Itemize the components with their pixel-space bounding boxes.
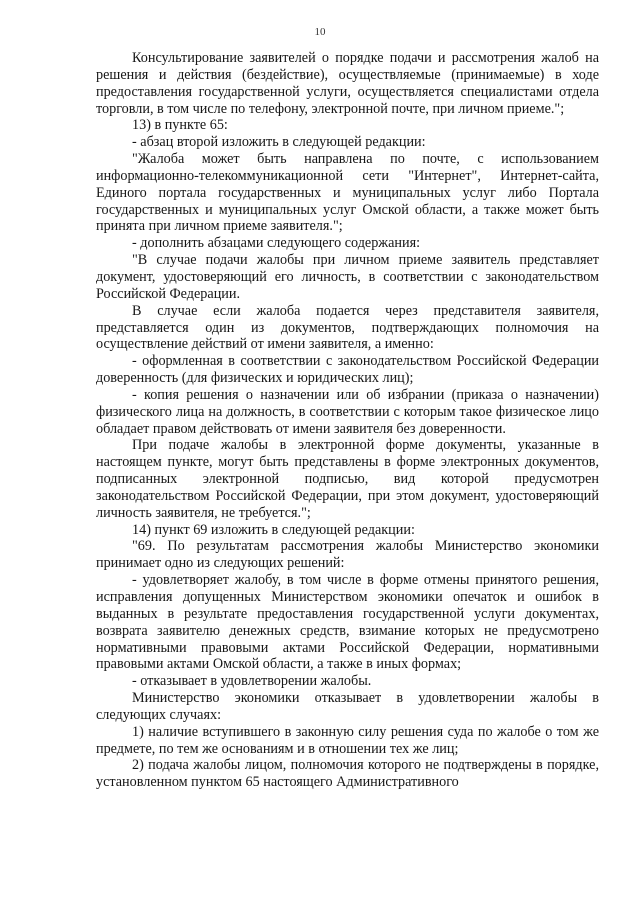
paragraph-satisfies: - удовлетворяет жалобу, в том числе в форме отмены принятого решения, исправления допущенных Министерством экономики опечаток и ошибок в выданных в результате предоставления государственной услуги документах, возврата заявителю денежных средств, взимание которых не предусмотрено нормативными правовыми актами Российской Федерации, нормативными правовыми актами Омской области, а также в иных формах;	[96, 572, 599, 673]
paragraph-electronic-form: При подаче жалобы в электронной форме документы, указанные в настоящем пункте, могут быть представлены в форме электронных документов, подписанных электронной подписью, вид которой предусмотрен законодательством Российской Федерации, при этом документ, удостоверяющий личность заявителя, не требуется.";	[96, 437, 599, 521]
document-body	[96, 50, 599, 791]
paragraph-refuses: - отказывает в удовлетворении жалобы.	[132, 673, 372, 690]
paragraph-appointment-copy: - копия решения о назначении или об избрании (приказа о назначении) физического лица на должность, в соответствии с которым такое физическое лицо обладает правом действовать от имени заявителя без доверенности.	[96, 386, 599, 437]
paragraph-amend-second: - абзац второй изложить в следующей редакции:	[132, 134, 426, 151]
paragraph-refusal-cases: Министерство экономики отказывает в удовлетворении жалобы в следующих случаях:	[96, 690, 599, 723]
paragraph-add-clauses: - дополнить абзацами следующего содержания:	[132, 235, 421, 252]
paragraph-clause-69: "69. По результатам рассмотрения жалобы Министерство экономики принимает одно из следующих решений:	[96, 538, 599, 572]
paragraph-case-2: 2) подача жалобы лицом, полномочия которого не подтверждены в порядке, установленном пунктом 65 настоящего Административного	[96, 757, 599, 791]
paragraph-item-14: 14) пункт 69 изложить в следующей редакции:	[132, 521, 415, 538]
paragraph-consultation: Консультирование заявителей о порядке подачи и рассмотрения жалоб на решения и действия (бездействие), осуществляемые (принимаемые) в ходе предоставления государственной услуги, осуществляется специалистами отдела торговли, в том числе по телефону, электронной почте, при личном приеме.";	[96, 50, 599, 117]
paragraph-personal-submission: "В случае подачи жалобы при личном приеме заявитель представляет документ, удостоверяющий его личность, в соответствии с законодательством Российской Федерации.	[96, 252, 599, 302]
paragraph-case-1: 1) наличие вступившего в законную силу решения суда по жалобе о том же предмете, по тем же основаниям и в отношении тех же лиц;	[96, 723, 599, 757]
page-number: 10	[314, 26, 326, 38]
paragraph-power-of-attorney: - оформленная в соответствии с законодательством Российской Федерации доверенность (для физических и юридических лиц);	[96, 353, 599, 387]
paragraph-representative: В случае если жалоба подается через представителя заявителя, представляется один из документов, подтверждающих полномочия на осуществление действий от имени заявителя, а именно:	[96, 302, 599, 353]
paragraph-item-13: 13) в пункте 65:	[132, 117, 228, 134]
paragraph-complaint-channels: "Жалоба может быть направлена по почте, с использованием информационно-телекоммуникационной сети "Интернет", Интернет-сайта, Единого портала государственных и муниципальных услуг либо Портала государственных и муниципальных услуг Омской области, а также может быть принята при личном приеме заявителя.";	[96, 151, 599, 235]
